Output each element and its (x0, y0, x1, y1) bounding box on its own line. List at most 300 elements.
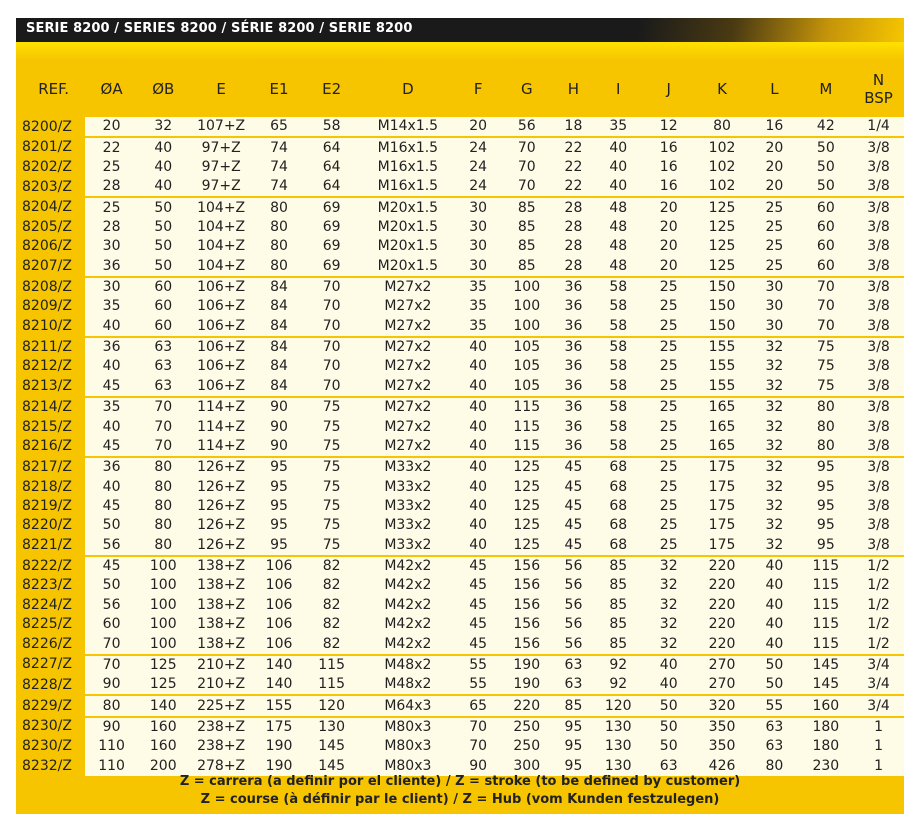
table-cell: 48 (593, 237, 644, 256)
table-cell: 25 (644, 477, 694, 496)
table-cell: 40 (457, 477, 500, 496)
table-cell: 156 (500, 556, 555, 576)
table-cell: 156 (500, 615, 555, 634)
table-cell: 200 (138, 757, 189, 776)
table-cell: 75 (304, 516, 359, 535)
table-cell: 125 (694, 237, 750, 256)
table-cell: 80 (799, 397, 854, 417)
table-cell: 30 (750, 317, 798, 337)
table-cell: 25 (644, 337, 694, 357)
table-cell: 150 (694, 317, 750, 337)
table-cell: 20 (644, 218, 694, 237)
table-cell: 250 (500, 737, 555, 756)
table-row (22, 317, 904, 337)
table-cell: 20 (750, 137, 798, 157)
table-cell: 220 (694, 634, 750, 654)
table-cell: 180 (799, 717, 854, 737)
column-header: I (616, 79, 621, 98)
table-row (22, 457, 904, 477)
table-cell: 126+Z (189, 516, 254, 535)
table-cell: 32 (750, 477, 798, 496)
table-cell: 70 (457, 717, 500, 737)
table-cell: 160 (138, 737, 189, 756)
table-cell: 85 (554, 695, 593, 716)
table-cell: 190 (254, 757, 305, 776)
table-cell: 55 (750, 695, 798, 716)
table-cell: 115 (304, 655, 359, 675)
table-cell: M42x2 (359, 576, 457, 595)
spec-sheet (16, 18, 904, 814)
ref-cell: 8210/Z (22, 318, 72, 335)
table-cell: 85 (593, 556, 644, 576)
table-cell: 92 (593, 675, 644, 695)
table-cell: 95 (554, 717, 593, 737)
table-row (22, 397, 904, 417)
ref-cell: 8200/Z (22, 118, 72, 135)
table-cell: 85 (593, 576, 644, 595)
column-header: ØB (152, 79, 175, 98)
table-cell: 84 (254, 357, 305, 376)
table-cell: 32 (750, 437, 798, 457)
table-cell: 36 (554, 317, 593, 337)
table-row (22, 536, 904, 556)
table-cell: 3/8 (853, 457, 904, 477)
table-cell: 36 (85, 457, 138, 477)
table-cell: 106 (254, 615, 305, 634)
table-cell: 32 (750, 417, 798, 436)
table-cell: 3/8 (853, 477, 904, 496)
ref-cell: 8223/Z (22, 577, 72, 594)
table-cell: 156 (500, 576, 555, 595)
table-cell: 105 (500, 357, 555, 376)
table-cell: 80 (254, 218, 305, 237)
table-cell: 160 (138, 717, 189, 737)
table-cell: 68 (593, 477, 644, 496)
table-cell: 250 (500, 717, 555, 737)
table-cell: 25 (750, 237, 798, 256)
table-row (22, 615, 904, 634)
table-cell: 125 (694, 197, 750, 217)
table-cell: 3/8 (853, 317, 904, 337)
table-cell: 115 (799, 576, 854, 595)
table-cell: 175 (694, 516, 750, 535)
table-cell: 115 (500, 397, 555, 417)
table-cell: 156 (500, 596, 555, 615)
table-cell: 25 (644, 437, 694, 457)
table-cell: 138+Z (189, 556, 254, 576)
table-cell: M27x2 (359, 337, 457, 357)
ref-cell: 8220/Z (22, 517, 72, 534)
table-cell: 30 (457, 218, 500, 237)
table-row (22, 717, 904, 737)
table-cell: M27x2 (359, 397, 457, 417)
table-cell: 85 (593, 615, 644, 634)
table-cell: 145 (799, 675, 854, 695)
table-cell: 36 (554, 397, 593, 417)
table-cell: 58 (593, 397, 644, 417)
table-row (22, 357, 904, 376)
table-cell: 175 (694, 457, 750, 477)
table-cell: M80x3 (359, 717, 457, 737)
table-cell: 165 (694, 397, 750, 417)
series-title: SERIE 8200 / SERIES 8200 / SÉRIE 8200 / SERIE 8200 (26, 21, 413, 36)
table-cell: 100 (138, 634, 189, 654)
table-cell: 82 (304, 615, 359, 634)
table-cell: 190 (500, 675, 555, 695)
table-cell: M27x2 (359, 437, 457, 457)
column-header: REF. (38, 79, 70, 98)
dimension-table (22, 60, 904, 776)
table-cell: 1/2 (853, 615, 904, 634)
table-cell: 82 (304, 576, 359, 595)
table-cell: 32 (644, 596, 694, 615)
table-cell: 28 (554, 257, 593, 277)
column-header: L (770, 79, 779, 98)
table-cell: 82 (304, 556, 359, 576)
table-cell: 32 (750, 536, 798, 556)
column-header: H (567, 79, 580, 98)
ref-cell: 8215/Z (22, 418, 72, 435)
table-cell: 115 (799, 596, 854, 615)
table-cell: 126+Z (189, 457, 254, 477)
table-cell: 156 (500, 634, 555, 654)
table-cell: 22 (554, 177, 593, 197)
table-cell: 25 (644, 317, 694, 337)
table-cell: 35 (85, 297, 138, 316)
table-cell: 40 (644, 655, 694, 675)
table-cell: 80 (138, 477, 189, 496)
table-cell: 175 (694, 497, 750, 516)
column-header: J (666, 79, 671, 98)
table-cell: 16 (750, 117, 798, 137)
table-cell: 75 (304, 536, 359, 556)
table-cell: 80 (750, 757, 798, 776)
table-cell: 278+Z (189, 757, 254, 776)
table-cell: 35 (457, 297, 500, 316)
table-cell: 35 (457, 277, 500, 297)
table-cell: 58 (593, 377, 644, 397)
table-cell: M48x2 (359, 675, 457, 695)
table-cell: 85 (500, 197, 555, 217)
table-cell: 125 (500, 457, 555, 477)
table-cell: 80 (254, 237, 305, 256)
table-cell: M20x1.5 (359, 218, 457, 237)
table-cell: M20x1.5 (359, 257, 457, 277)
table-cell: 40 (457, 357, 500, 376)
table-cell: 35 (593, 117, 644, 137)
table-cell: 165 (694, 417, 750, 436)
ref-cell: 8226/Z (22, 636, 72, 653)
ref-cell: 8212/Z (22, 358, 72, 375)
ref-cell: 8208/Z (22, 278, 72, 295)
table-cell: 45 (554, 477, 593, 496)
table-cell: 70 (799, 317, 854, 337)
table-cell: 56 (85, 596, 138, 615)
table-cell: 70 (500, 137, 555, 157)
table-cell: 175 (254, 717, 305, 737)
table-cell: 220 (694, 556, 750, 576)
table-cell: 82 (304, 634, 359, 654)
table-cell: 300 (500, 757, 555, 776)
table-cell: 426 (694, 757, 750, 776)
table-cell: 115 (304, 675, 359, 695)
table-row (22, 277, 904, 297)
table-cell: 104+Z (189, 197, 254, 217)
table-cell: 32 (750, 516, 798, 535)
table-cell: 350 (694, 737, 750, 756)
table-cell: 32 (750, 377, 798, 397)
table-cell: 126+Z (189, 536, 254, 556)
table-cell: 114+Z (189, 437, 254, 457)
table-cell: 28 (554, 237, 593, 256)
table-cell: 40 (457, 397, 500, 417)
table-cell: 50 (644, 717, 694, 737)
table-cell: 126+Z (189, 497, 254, 516)
table-cell: 3/8 (853, 377, 904, 397)
table-row (22, 576, 904, 595)
table-cell: 126+Z (189, 477, 254, 496)
ref-cell: 8204/Z (22, 199, 72, 216)
table-cell: 22 (554, 137, 593, 157)
table-row (22, 237, 904, 256)
table-cell: 50 (138, 197, 189, 217)
table-cell: 95 (254, 477, 305, 496)
table-cell: 82 (304, 596, 359, 615)
ref-cell: 8222/Z (22, 557, 72, 574)
table-cell: 102 (694, 177, 750, 197)
table-cell: 97+Z (189, 177, 254, 197)
ref-cell: 8218/Z (22, 478, 72, 495)
table-cell: 45 (457, 615, 500, 634)
table-cell: 130 (593, 737, 644, 756)
table-cell: 95 (254, 497, 305, 516)
table-cell: 84 (254, 377, 305, 397)
table-cell: 70 (500, 177, 555, 197)
table-cell: 56 (554, 634, 593, 654)
column-header: F (473, 79, 483, 98)
table-cell: 3/4 (853, 675, 904, 695)
table-cell: 97+Z (189, 158, 254, 177)
table-body (22, 117, 904, 776)
table-cell: 3/8 (853, 137, 904, 157)
table-cell: M27x2 (359, 297, 457, 316)
table-cell: 50 (750, 655, 798, 675)
table-cell: 320 (694, 695, 750, 716)
table-cell: 25 (644, 297, 694, 316)
table-cell: 16 (644, 177, 694, 197)
table-cell: 45 (85, 556, 138, 576)
ref-cell: 8219/Z (22, 498, 72, 514)
table-cell: 60 (799, 257, 854, 277)
table-cell: 48 (593, 218, 644, 237)
ref-cell: 8203/Z (22, 178, 72, 195)
table-cell: 104+Z (189, 257, 254, 277)
table-row (22, 117, 904, 137)
table-cell: 220 (694, 596, 750, 615)
table-cell: 160 (799, 695, 854, 716)
table-cell: 75 (799, 337, 854, 357)
table-cell: 125 (500, 477, 555, 496)
table-cell: 106 (254, 556, 305, 576)
table-cell: 75 (304, 437, 359, 457)
table-cell: 100 (138, 615, 189, 634)
table-cell: 106 (254, 576, 305, 595)
table-cell: 130 (304, 717, 359, 737)
column-header: N BSP (864, 70, 893, 107)
table-cell: 100 (138, 556, 189, 576)
table-cell: 30 (85, 237, 138, 256)
table-cell: 125 (694, 257, 750, 277)
table-cell: 238+Z (189, 737, 254, 756)
ref-cell: 8217/Z (22, 458, 72, 475)
table-cell: 20 (85, 117, 138, 137)
table-cell: 75 (304, 417, 359, 436)
table-cell: 32 (138, 117, 189, 137)
table-cell: 120 (304, 695, 359, 716)
table-row (22, 158, 904, 177)
footer-line-2: Z = course (à définir par le client) / Z = Hub (vom Kunden festzulegen) (200, 792, 720, 807)
table-cell: 85 (500, 237, 555, 256)
table-cell: 45 (554, 497, 593, 516)
ref-cell: 8230/Z (22, 738, 72, 755)
table-cell: 45 (457, 576, 500, 595)
table-cell: 50 (85, 516, 138, 535)
table-cell: 70 (304, 357, 359, 376)
table-cell: 36 (85, 337, 138, 357)
table-cell: 45 (554, 457, 593, 477)
table-cell: M80x3 (359, 737, 457, 756)
table-cell: 95 (799, 536, 854, 556)
table-cell: 24 (457, 137, 500, 157)
table-row (22, 675, 904, 695)
table-cell: M27x2 (359, 377, 457, 397)
table-cell: 80 (694, 117, 750, 137)
table-cell: 180 (799, 737, 854, 756)
table-cell: 138+Z (189, 634, 254, 654)
table-cell: 3/8 (853, 237, 904, 256)
table-cell: 100 (138, 576, 189, 595)
table-row (22, 596, 904, 615)
table-cell: 90 (254, 417, 305, 436)
footer-note (16, 773, 904, 809)
table-cell: 125 (500, 497, 555, 516)
table-row (22, 634, 904, 654)
table-cell: 32 (750, 497, 798, 516)
table-cell: 125 (500, 536, 555, 556)
table-cell: 22 (85, 137, 138, 157)
table-cell: 1/2 (853, 634, 904, 654)
table-cell: M16x1.5 (359, 177, 457, 197)
table-cell: 3/8 (853, 357, 904, 376)
table-cell: 25 (644, 536, 694, 556)
table-cell: 48 (593, 197, 644, 217)
table-cell: 3/8 (853, 536, 904, 556)
table-cell: 58 (593, 297, 644, 316)
table-cell: 56 (85, 536, 138, 556)
table-cell: 63 (554, 655, 593, 675)
table-cell: 40 (593, 158, 644, 177)
table-cell: 32 (644, 576, 694, 595)
table-cell: 40 (457, 437, 500, 457)
table-cell: 48 (593, 257, 644, 277)
table-cell: M42x2 (359, 556, 457, 576)
table-cell: 70 (457, 737, 500, 756)
table-cell: 40 (457, 377, 500, 397)
header-swoosh-decoration (524, 18, 904, 42)
table-cell: 95 (799, 516, 854, 535)
ref-cell: 8209/Z (22, 298, 72, 315)
table-cell: 58 (593, 437, 644, 457)
table-cell: 190 (500, 655, 555, 675)
table-cell: 40 (457, 516, 500, 535)
table-cell: 106+Z (189, 317, 254, 337)
table-cell: M20x1.5 (359, 237, 457, 256)
table-cell: 140 (254, 655, 305, 675)
column-header: E1 (269, 79, 289, 98)
table-row (22, 737, 904, 756)
table-cell: 36 (554, 297, 593, 316)
table-cell: 40 (85, 317, 138, 337)
table-cell: 63 (750, 737, 798, 756)
table-cell: 70 (85, 655, 138, 675)
table-cell: 64 (304, 158, 359, 177)
table-cell: 50 (750, 675, 798, 695)
table-row (22, 437, 904, 457)
table-cell: 3/8 (853, 297, 904, 316)
table-row (22, 477, 904, 496)
table-cell: 50 (799, 177, 854, 197)
table-cell: 56 (554, 615, 593, 634)
table-row (22, 695, 904, 716)
table-row (22, 137, 904, 157)
ref-cell: 8216/Z (22, 438, 72, 455)
table-cell: 40 (457, 457, 500, 477)
table-cell: 56 (554, 556, 593, 576)
table-cell: 3/8 (853, 177, 904, 197)
table-cell: 70 (304, 297, 359, 316)
table-row (22, 257, 904, 277)
table-cell: 63 (750, 717, 798, 737)
ref-cell: 8214/Z (22, 398, 72, 415)
table-cell: 3/8 (853, 218, 904, 237)
table-cell: 3/4 (853, 655, 904, 675)
table-cell: 32 (644, 634, 694, 654)
table-cell: 69 (304, 197, 359, 217)
table-cell: 115 (500, 437, 555, 457)
table-cell: 95 (254, 536, 305, 556)
ref-cell: 8229/Z (22, 697, 72, 714)
table-cell: 60 (138, 297, 189, 316)
table-cell: 56 (500, 117, 555, 137)
table-cell: 45 (85, 377, 138, 397)
table-cell: 20 (644, 237, 694, 256)
table-cell: 106 (254, 634, 305, 654)
table-cell: 32 (750, 397, 798, 417)
ref-cell: 8207/Z (22, 258, 72, 275)
table-cell: 3/8 (853, 397, 904, 417)
table-cell: 145 (304, 757, 359, 776)
table-cell: 74 (254, 177, 305, 197)
table-cell: 230 (799, 757, 854, 776)
table-cell: 106 (254, 596, 305, 615)
table-cell: 106+Z (189, 337, 254, 357)
table-cell: 120 (593, 695, 644, 716)
table-cell: 12 (644, 117, 694, 137)
table-cell: 64 (304, 137, 359, 157)
table-cell: 70 (799, 277, 854, 297)
table-cell: 25 (644, 516, 694, 535)
table-cell: 36 (85, 257, 138, 277)
